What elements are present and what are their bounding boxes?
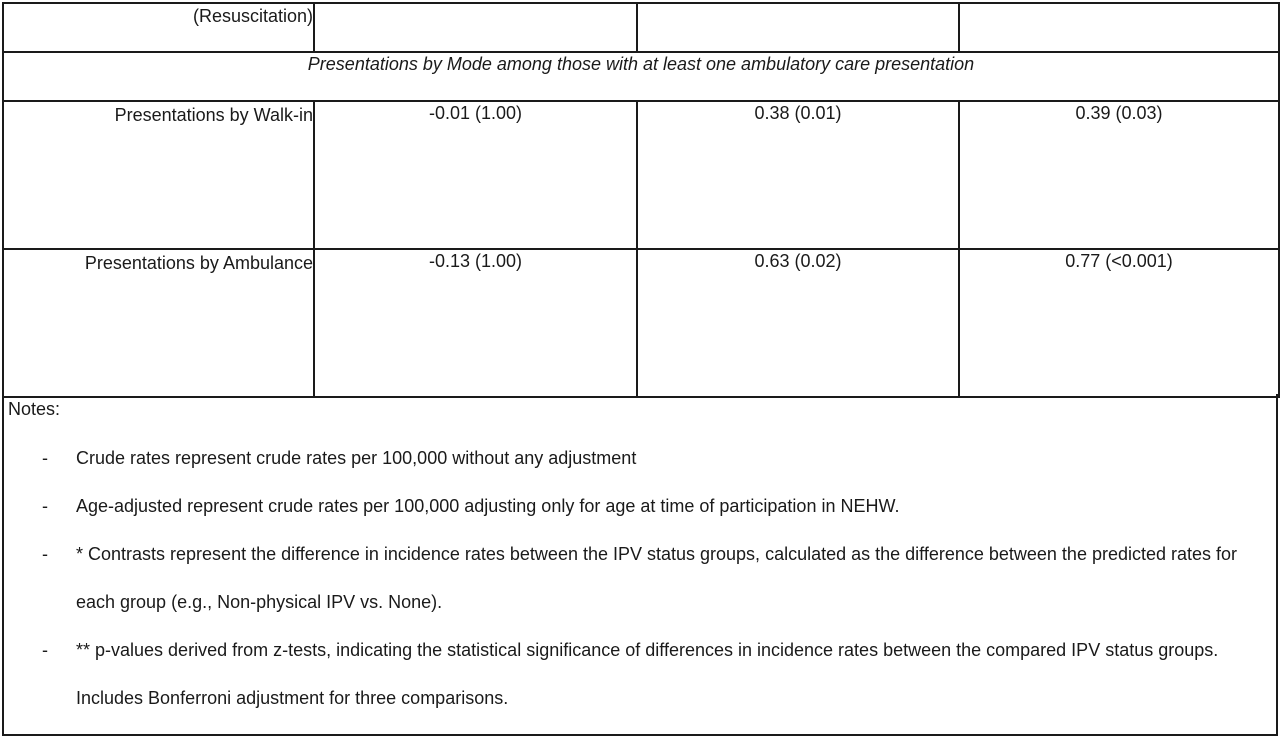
note-text: ** p-values derived from z-tests, indicating the statistical significance of differences in incidence rates between the compared IPV status groups. Includes Bonferroni adjustment for three comparisons.	[76, 640, 1219, 708]
table-row-ambulance	[3, 249, 1279, 397]
note-item	[4, 626, 1274, 722]
table-cell	[637, 3, 959, 52]
bullet-dash: -	[42, 448, 48, 468]
section-heading: Presentations by Mode among those with at least one ambulatory care presentation	[3, 52, 1279, 101]
row-label: Presentations by Ambulance	[3, 249, 314, 397]
note-text: Crude rates represent crude rates per 100,000 without any adjustment	[76, 448, 637, 468]
row-label: Presentations by Walk-in	[3, 101, 314, 249]
bullet-dash: -	[42, 496, 48, 516]
bullet-dash: -	[42, 640, 48, 660]
row-label: (Resuscitation)	[3, 3, 314, 52]
note-item	[4, 530, 1274, 626]
notes-section	[2, 394, 1278, 736]
table-cell: 0.38 (0.01)	[637, 101, 959, 249]
table-cell: -0.01 (1.00)	[314, 101, 637, 249]
table-row-resuscitation	[3, 3, 1279, 52]
table-row-walk-in	[3, 101, 1279, 249]
table-section-row	[3, 52, 1279, 101]
note-text: Age-adjusted represent crude rates per 100,000 adjusting only for age at time of participation in NEHW.	[76, 496, 900, 516]
note-text: * Contrasts represent the difference in incidence rates between the IPV status groups, calculated as the difference between the predicted rates for each group (e.g., Non-physical IPV vs. None).	[76, 544, 1238, 612]
notes-title: Notes:	[8, 399, 61, 419]
table-cell: 0.63 (0.02)	[637, 249, 959, 397]
note-item	[4, 434, 1274, 482]
table-cell: 0.77 (<0.001)	[959, 249, 1279, 397]
table-cell	[959, 3, 1279, 52]
table-cell: 0.39 (0.03)	[959, 101, 1279, 249]
table-cell: -0.13 (1.00)	[314, 249, 637, 397]
table-cell	[314, 3, 637, 52]
results-table	[2, 2, 1280, 398]
note-item	[4, 482, 1274, 530]
bullet-dash: -	[42, 544, 48, 564]
